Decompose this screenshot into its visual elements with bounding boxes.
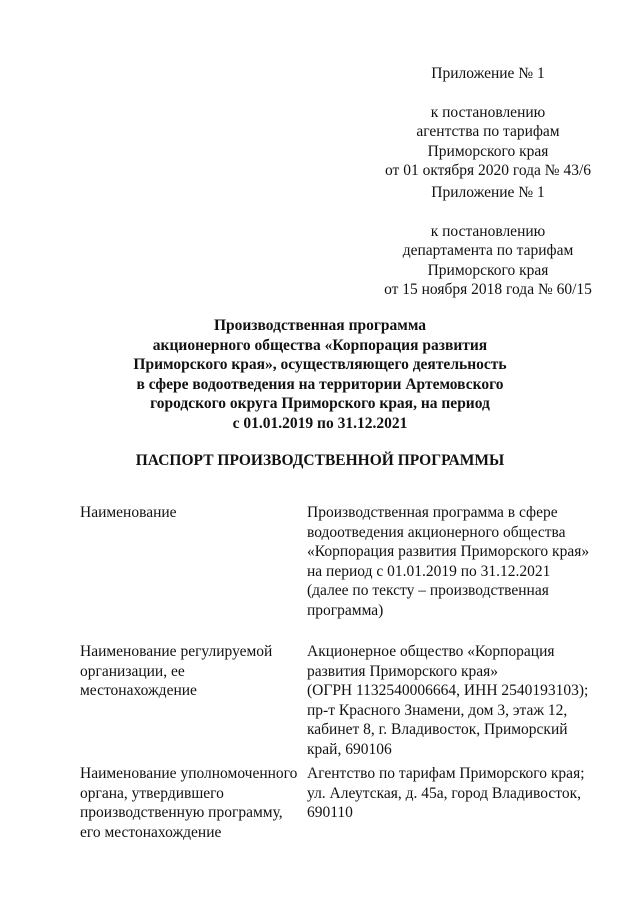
row-value: Акционерное общество «Корпорация развития Приморского края» (ОГРН 1132540006664, ИНН 2540193103); пр-т Красного Знамени, дом 3, этаж 12, кабинет 8, г. Владивосток, Приморский край, 690106 [307,643,589,758]
row-label: Наименование регулируемой организации, ее местонахождение [80,643,273,699]
appendix-line: от 01 октября 2020 года № 43/6 [385,162,591,179]
title-line: Производственная программа [213,317,427,334]
row-value: Агентство по тарифам Приморского края; ул. Алеутская, д. 45а, город Владивосток, 690110 [307,765,585,821]
appendix-line: к постановлению [430,222,546,240]
appendix-line: к постановлению [430,103,546,121]
row-label: Наименование уполномоченного органа, утвердившего производственную программу, его местонахождение [80,765,298,841]
document-title [60,316,580,433]
appendix-line: Приморского края [427,261,549,279]
appendix-line: от 15 ноября 2018 года № 60/15 [384,281,592,298]
passport-heading: ПАСПОРТ ПРОИЗВОДСТВЕННОЙ ПРОГРАММЫ [135,452,505,469]
row-label: Наименование [80,504,177,521]
title-line: Приморского края», осуществляющего деятельность [133,356,507,373]
appendix-line: агентства по тарифам [416,123,560,140]
title-line: городского округа Приморского края, на период [150,395,490,412]
appendix-line: департамента по тарифам [402,242,574,259]
title-line: акционерного общества «Корпорация развития [152,336,488,354]
title-line: с 01.01.2019 по 31.12.2021 [232,414,408,432]
title-line: в сфере водоотведения на территории Артемовского [136,375,504,393]
appendix-heading: Приложение № 1 [431,65,545,82]
appendix-heading: Приложение № 1 [431,184,545,201]
appendix-block-original [358,183,618,300]
appendix-block-current [358,64,618,181]
appendix-line: Приморского края [427,142,549,160]
row-value: Производственная программа в сфере водоотведения акционерного общества «Корпорация развития Приморского края» на период с 01.01.2019 по 31.12.2021 (далее по тексту – производственная программа) [307,504,590,619]
